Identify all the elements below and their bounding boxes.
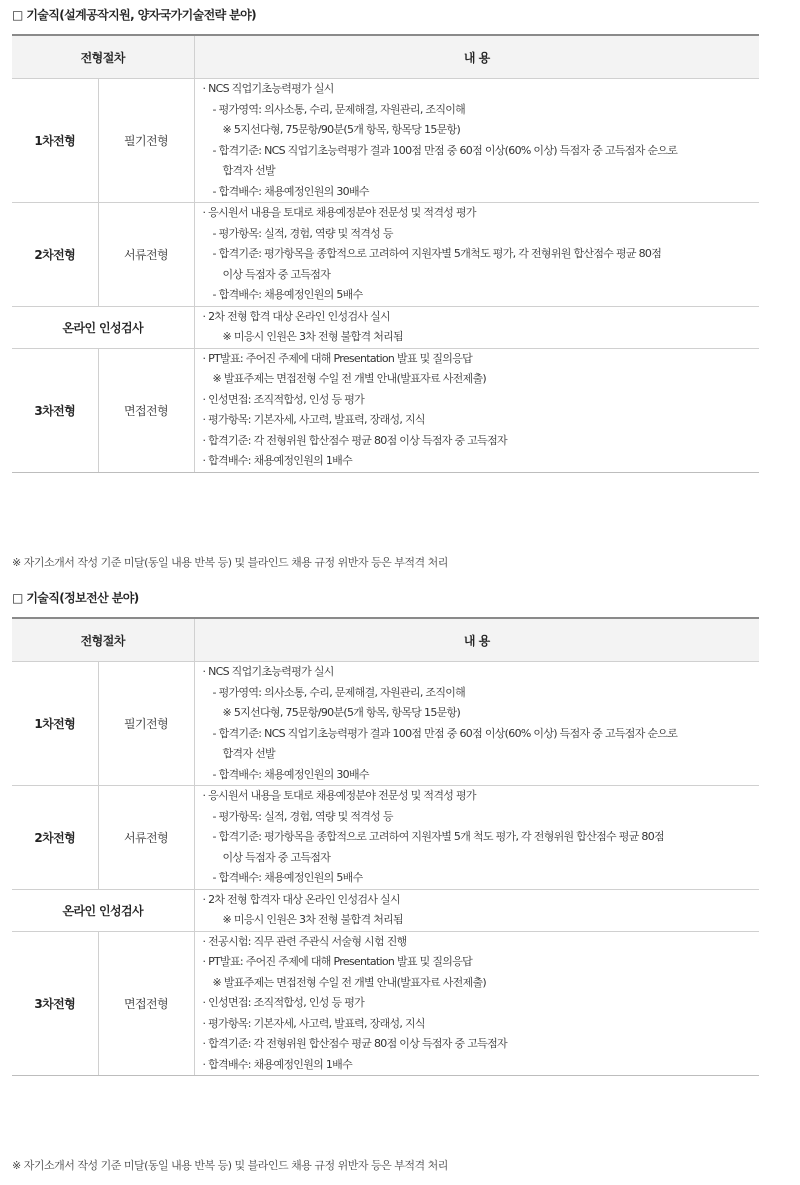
table-row [12,79,759,203]
content-line: · 인성면접: 조직적합성, 인성 등 평가 [202,392,365,406]
content-line: · 전공시험: 직무 관련 주관식 서술형 시험 진행 [202,934,407,948]
content-cell [194,931,759,1076]
content-line: · 응시원서 내용을 토대로 채용예정분야 전문성 및 적격성 평가 [202,789,476,802]
method-cell: 면접전형 [98,931,194,1076]
content-line: - 합격기준: 평가항목을 종합적으로 고려하여 지원자별 5개 척도 평가, 각 전형위원 합산점수 평균 80점 [212,830,664,843]
content-cell [194,786,759,890]
content-line: · NCS 직업기초능력평가 실시 [202,665,334,678]
content-line: · 합격배수: 채용예정인원의 1배수 [202,1057,353,1071]
content-line: - 합격기준: NCS 직업기초능력평가 결과 100점 만점 중 60점 이상(60% 이상) 득점자 중 고득점자 순으로 [212,143,678,157]
content-line: 합격자 선발 [222,164,275,177]
content-cell [194,306,759,348]
stage-cell: 온라인 인성검사 [12,306,194,348]
table-row [12,306,759,348]
table-row [12,931,759,1076]
method-cell: 서류전형 [98,786,194,890]
content-line: ※ 발표주제는 면접전형 수일 전 개별 안내(발표자료 사전제출) [212,975,486,989]
table-row [12,786,759,890]
method-cell: 필기전형 [98,79,194,203]
stage-cell: 1차전형 [12,79,98,203]
content-cell [194,662,759,786]
table-row [12,203,759,307]
content-line: · 2차 전형 합격 대상 온라인 인성검사 실시 [202,309,390,323]
content-line: - 평가영역: 의사소통, 수리, 문제해결, 자원관리, 조직이해 [212,102,466,116]
selection-procedure-table [12,617,759,1076]
section-title: □ 기술직(설계공작지원, 양자국가기술전략 분야) [12,8,257,22]
content-line: · NCS 직업기초능력평가 실시 [202,82,334,95]
content-cell [194,79,759,203]
content-line: - 합격배수: 채용예정인원의 30배수 [212,184,369,198]
content-line: · 인성면접: 조직적합성, 인성 등 평가 [202,996,365,1009]
content-line: ※ 미응시 인원은 3차 전형 불합격 처리됨 [222,330,403,343]
method-cell: 면접전형 [98,348,194,472]
header-content: 내 용 [194,35,759,79]
table-row [12,889,759,931]
stage-cell: 온라인 인성검사 [12,889,194,931]
content-line: 이상 득점자 중 고득점자 [222,267,331,281]
content-line: · 평가항목: 기본자세, 사고력, 발표력, 장래성, 지식 [202,413,425,426]
content-line: - 합격배수: 채용예정인원의 30배수 [212,767,369,781]
content-line: · 응시원서 내용을 토대로 채용예정분야 전문성 및 적격성 평가 [202,206,476,219]
content-line: - 평가영역: 의사소통, 수리, 문제해결, 자원관리, 조직이해 [212,685,466,699]
content-line: ※ 5지선다형, 75문항/90분(5개 항목, 항목당 15문항) [222,706,461,719]
content-line: · 합격기준: 각 전형위원 합산점수 평균 80점 이상 득점자 중 고득점자 [202,433,507,447]
stage-cell: 1차전형 [12,662,98,786]
header-procedure: 전형절차 [12,35,194,79]
content-line: · 합격기준: 각 전형위원 합산점수 평균 80점 이상 득점자 중 고득점자 [202,1037,507,1050]
content-line: ※ 발표주제는 면접전형 수일 전 개별 안내(발표자료 사전제출) [212,372,486,385]
content-line: 합격자 선발 [222,747,275,760]
content-line: · PT발표: 주어진 주제에 대해 Presentation 발표 및 질의응답 [202,955,473,968]
stage-cell: 2차전형 [12,786,98,890]
table-body [12,662,759,1076]
table-row [12,348,759,472]
stage-cell: 3차전형 [12,931,98,1076]
section-title: □ 기술직(정보전산 분야) [12,591,139,605]
content-line: ※ 미응시 인원은 3차 전형 불합격 처리됨 [222,913,403,926]
content-line: ※ 5지선다형, 75문항/90분(5개 항목, 항목당 15문항) [222,123,461,136]
selection-procedure-table [12,34,759,473]
content-cell [194,889,759,931]
content-cell [194,348,759,472]
disqualification-note: ※ 자기소개서 작성 기준 미달(동일 내용 반복 등) 및 블라인드 채용 규정 위반자 등은 부적격 처리 [12,556,448,569]
content-line: - 합격기준: 평가항목을 종합적으로 고려하여 지원자별 5개척도 평가, 각 전형위원 합산점수 평균 80점 [212,247,662,260]
content-line: - 평가항목: 실적, 경험, 역량 및 적격성 등 [212,226,393,240]
method-cell: 필기전형 [98,662,194,786]
table-body [12,79,759,473]
content-line: - 합격배수: 채용예정인원의 5배수 [212,871,363,884]
content-cell [194,203,759,307]
stage-cell: 2차전형 [12,203,98,307]
content-line: · 평가항목: 기본자세, 사고력, 발표력, 장래성, 지식 [202,1016,425,1030]
content-line: · 합격배수: 채용예정인원의 1배수 [202,454,353,467]
content-line: - 평가항목: 실적, 경험, 역량 및 적격성 등 [212,809,393,823]
header-content: 내 용 [194,618,759,662]
content-line: 이상 득점자 중 고득점자 [222,850,331,864]
stage-cell: 3차전형 [12,348,98,472]
content-line: - 합격배수: 채용예정인원의 5배수 [212,288,363,301]
disqualification-note: ※ 자기소개서 작성 기준 미달(동일 내용 반복 등) 및 블라인드 채용 규정 위반자 등은 부적격 처리 [12,1159,448,1172]
content-line: · PT발표: 주어진 주제에 대해 Presentation 발표 및 질의응답 [202,351,473,365]
content-line: - 합격기준: NCS 직업기초능력평가 결과 100점 만점 중 60점 이상(60% 이상) 득점자 중 고득점자 순으로 [212,726,678,740]
method-cell: 서류전형 [98,203,194,307]
table-row [12,662,759,786]
header-procedure: 전형절차 [12,618,194,662]
content-line: · 2차 전형 합격자 대상 온라인 인성검사 실시 [202,892,400,906]
